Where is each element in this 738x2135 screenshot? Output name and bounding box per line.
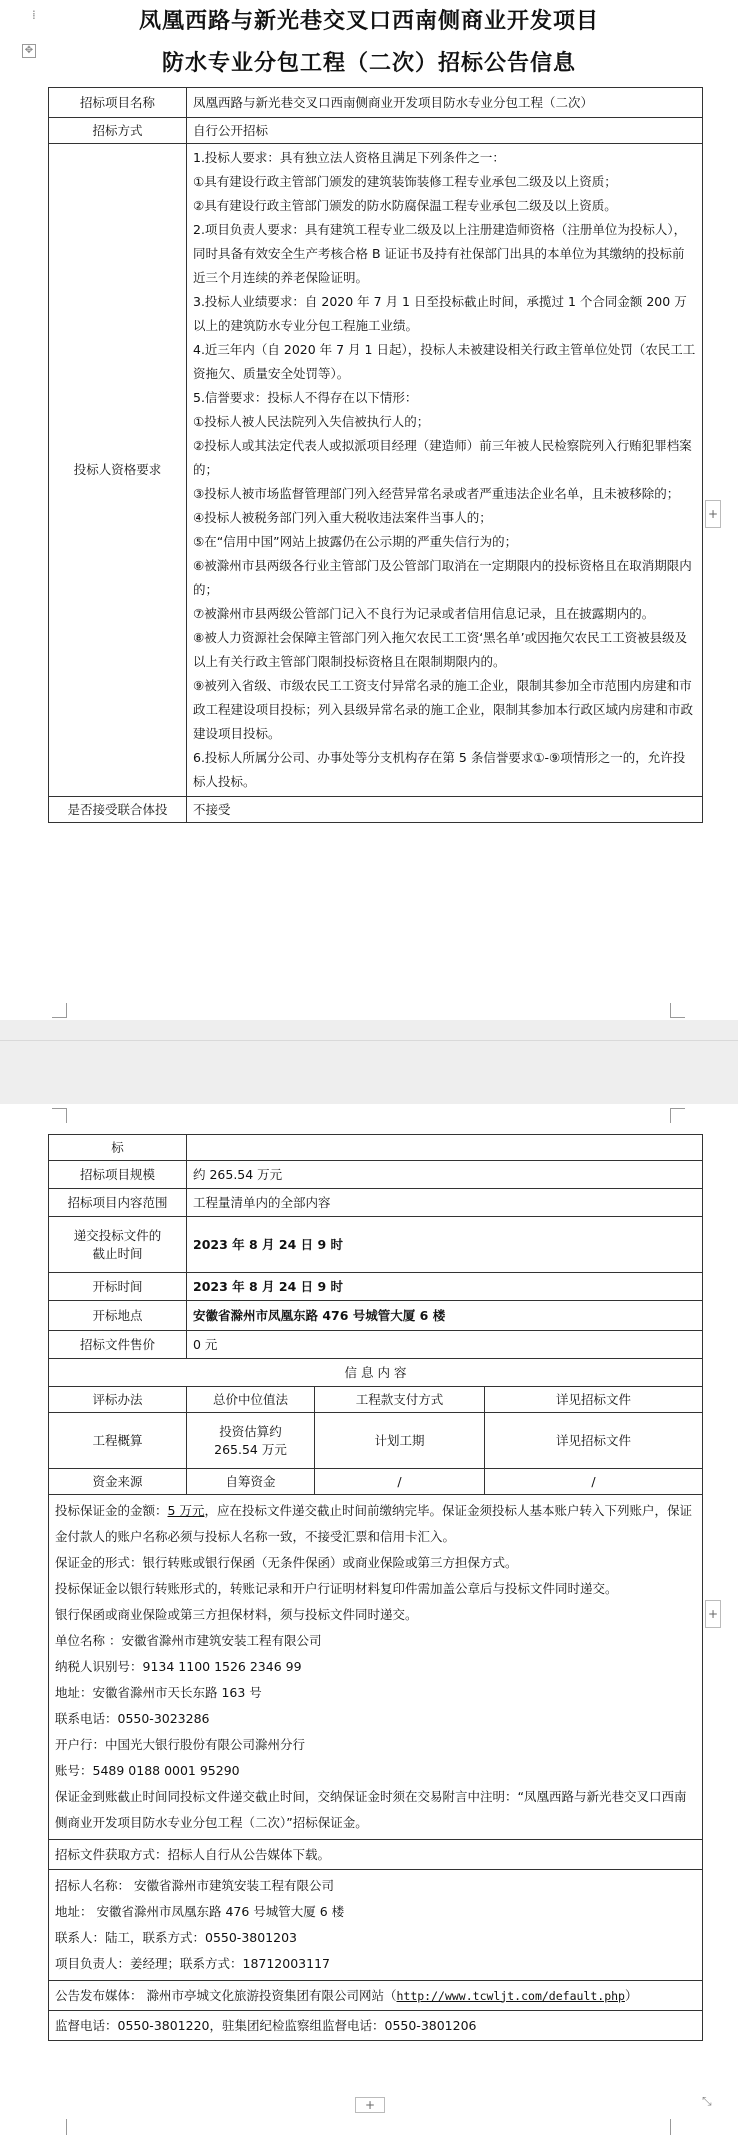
row-label: 开标时间 — [49, 1273, 187, 1301]
table-row — [49, 88, 703, 118]
deposit-label: 投标保证金的金额： — [55, 1503, 168, 1518]
table-row — [49, 144, 703, 797]
qualification-line: ⑧被人力资源社会保障主管部门列入拖欠农民工工资‘黑名单’或因拖欠农民工工资被县级及以上有关行政主管部门限制投标资格且在限制期限内的。 — [193, 630, 688, 669]
deposit-line: 地址：安徽省滁州市天长东路 163 号 — [55, 1685, 262, 1700]
drag-handle-icon[interactable]: ⁞ — [32, 8, 36, 22]
deposit-line: 开户行：中国光大银行股份有限公司滁州分行 — [55, 1737, 306, 1752]
qualification-line: 5.信誉要求：投标人不得存在以下情形： — [193, 390, 418, 405]
tenderer-line: 联系人：陆工，联系方式：0550-3801203 — [55, 1930, 297, 1945]
page-corner-mark — [52, 2119, 67, 2135]
qualification-line: 6.投标人所属分公司、办事处等分支机构存在第 5 条信誉要求①-⑨项情形之一的，允许投标人投标。 — [193, 750, 686, 789]
qualification-line: ②投标人或其法定代表人或拟派项目经理（建造师）前三年被人民检察院列入行贿犯罪档案的； — [193, 438, 692, 477]
tenderer-line: 招标人名称： 安徽省滁州市建筑安装工程有限公司 — [55, 1878, 334, 1893]
table-row — [49, 1981, 703, 2011]
tender-info-table-1 — [48, 87, 703, 823]
scale-value: 约 265.54 万元 — [187, 1161, 703, 1189]
publish-label: 公告发布媒体： 滁州市亭城文化旅游投资集团有限公司网站（ — [55, 1987, 397, 2003]
open-time-value: 2023 年 8 月 24 日 9 时 — [187, 1273, 703, 1301]
qualification-line: ③投标人被市场监督管理部门列入经营异常名录或者严重违法企业名单，且未被移除的； — [193, 486, 680, 501]
add-column-icon[interactable]: + — [705, 1600, 721, 1628]
row-label: 标 — [49, 1135, 187, 1161]
page-gap — [0, 1020, 738, 1104]
deposit-line: 保证金到账截止时间同投标文件递交截止时间，交纳保证金时须在交易附言中注明：“凤凰西路与新光巷交叉口西南侧商业开发项目防水专业分包工程（二次）”招标保证金。 — [55, 1789, 687, 1830]
page-corner-mark — [670, 2119, 685, 2135]
page-corner-mark — [52, 1108, 67, 1123]
add-row-icon[interactable]: + — [355, 2097, 385, 2113]
qualification-line: ①投标人被人民法院列入失信被执行人的； — [193, 414, 430, 429]
scope-value: 工程量清单内的全部内容 — [187, 1189, 703, 1217]
consortium-value: 不接受 — [187, 797, 703, 823]
row-label: 投标人资格要求 — [49, 144, 187, 797]
deposit-line: 纳税人识别号：9134 1100 1526 2346 99 — [55, 1659, 302, 1674]
publish-suffix: ） — [624, 1987, 638, 2003]
grid-cell — [187, 1413, 315, 1469]
qualification-line: 4.近三年内（自 2020 年 7 月 1 日起），投标人未被建设相关行政主管单位处罚（农民工工资拖欠、质量安全处罚等）。 — [193, 342, 696, 381]
supervise-phone: 监督电话：0550-3801220，驻集团纪检监察组监督电话：0550-3801206 — [49, 2011, 703, 2041]
grid-cell: 总价中位值法 — [187, 1387, 315, 1413]
deposit-line: 保证金的形式：银行转账或银行保函（无条件保函）或商业保险或第三方担保方式。 — [55, 1555, 518, 1570]
deposit-line: 投标保证金以银行转账形式的，转账记录和开户行证明材料复印件需加盖公章后与投标文件同时递交。 — [55, 1581, 618, 1596]
grid-cell: 工程概算 — [49, 1413, 187, 1469]
qualification-line: 3.投标人业绩要求：自 2020 年 7 月 1 日至投标截止时间，承揽过 1 个合同金额 200 万以上的建筑防水专业分包工程施工业绩。 — [193, 294, 687, 333]
info-header: 信 息 内 容 — [49, 1359, 703, 1387]
row-label — [49, 1217, 187, 1273]
grid-cell: 工程款支付方式 — [315, 1387, 485, 1413]
table-row — [49, 1495, 703, 1840]
deposit-line: 账号：5489 0188 0001 95290 — [55, 1763, 240, 1778]
qualification-line: 2.项目负责人要求：具有建筑工程专业二级及以上注册建造师资格（注册单位为投标人），同时具备有效安全生产考核合格 B 证证书及持有社保部门出具的本单位为其缴纳的投标前近三个月连续的养老保险证明。 — [193, 222, 687, 285]
price-value: 0 元 — [187, 1331, 703, 1359]
table-row — [49, 1870, 703, 1981]
table-row — [49, 1331, 703, 1359]
deadline-label-line: 截止时间 — [92, 1245, 143, 1261]
publish-link[interactable]: http://www.tcwljt.com/default.php — [396, 1988, 625, 2003]
row-label: 是否接受联合体投 — [49, 797, 187, 823]
qualification-line: ⑨被列入省级、市级农民工工资支付异常名录的施工企业，限制其参加全市范围内房建和市政工程建设项目投标；列入县级异常名录的施工企业，限制其参加本行政区域内房建和市政建设项目投标。 — [193, 678, 694, 741]
tender-method-value: 自行公开招标 — [187, 118, 703, 144]
grid-cell: 计划工期 — [315, 1413, 485, 1469]
qualification-line: ⑦被滁州市县两级公管部门记入不良行为记录或者信用信息记录，且在披露期内的。 — [193, 606, 655, 621]
grid-cell: 详见招标文件 — [485, 1413, 703, 1469]
table-row — [49, 797, 703, 823]
grid-cell: 详见招标文件 — [485, 1387, 703, 1413]
table-row — [49, 1359, 703, 1387]
qualification-line: ④投标人被税务部门列入重大税收违法案件当事人的； — [193, 510, 492, 525]
table-row — [49, 1413, 703, 1469]
grid-cell: / — [315, 1469, 485, 1495]
table-row — [49, 1387, 703, 1413]
tender-info-table-2 — [48, 1134, 703, 2041]
budget-line: 265.54 万元 — [214, 1441, 287, 1457]
deposit-amount: 5 万元 — [167, 1503, 205, 1518]
deposit-line: 联系电话：0550-3023286 — [55, 1711, 210, 1726]
grid-cell: 资金来源 — [49, 1469, 187, 1495]
table-row — [49, 1469, 703, 1495]
qualification-line: ②具有建设行政主管部门颁发的防水防腐保温工程专业承包二级及以上资质。 — [193, 198, 617, 213]
row-label: 招标文件售价 — [49, 1331, 187, 1359]
deadline-value: 2023 年 8 月 24 日 9 时 — [187, 1217, 703, 1273]
add-column-icon[interactable]: + — [705, 500, 721, 528]
title-line-1: 凤凰西路与新光巷交叉口西南侧商业开发项目 — [138, 8, 599, 34]
deposit-line: 银行保函或商业保险或第三方担保材料，须与投标文件同时递交。 — [55, 1607, 418, 1622]
page-corner-mark — [670, 1003, 685, 1018]
table-row — [49, 1273, 703, 1301]
table-row — [49, 1217, 703, 1273]
deadline-label-line: 递交投标文件的 — [73, 1227, 162, 1243]
acquire-info: 招标文件获取方式：招标人自行从公告媒体下载。 — [49, 1840, 703, 1870]
deposit-line: 单位名称 ：安徽省滁州市建筑安装工程有限公司 — [55, 1633, 322, 1648]
open-place-value: 安徽省滁州市凤凰东路 476 号城管大厦 6 楼 — [187, 1301, 703, 1331]
page-corner-mark — [670, 1108, 685, 1123]
table-row — [49, 1840, 703, 1870]
tenderer-block — [49, 1870, 703, 1981]
qualification-line: ①具有建设行政主管部门颁发的建筑装饰装修工程专业承包二级及以上资质； — [193, 174, 617, 189]
project-name-value: 凤凰西路与新光巷交叉口西南侧商业开发项目防水专业分包工程（二次） — [187, 88, 703, 118]
table-row — [49, 1301, 703, 1331]
page-corner-mark — [52, 1003, 67, 1018]
row-label: 招标项目名称 — [49, 88, 187, 118]
row-label: 招标项目规模 — [49, 1161, 187, 1189]
qualification-line: ⑤在“信用中国”网站上披露仍在公示期的严重失信行为的； — [193, 534, 518, 549]
publish-media — [49, 1981, 703, 2011]
qualification-list — [187, 144, 703, 797]
qualification-line: 1.投标人要求：具有独立法人资格且满足下列条件之一： — [193, 150, 505, 165]
budget-line: 投资估算约 — [219, 1423, 282, 1439]
grid-cell: 评标办法 — [49, 1387, 187, 1413]
table-row — [49, 118, 703, 144]
grid-cell: 自筹资金 — [187, 1469, 315, 1495]
table-move-icon[interactable]: ✥ — [22, 44, 36, 58]
tenderer-line: 地址： 安徽省滁州市凤凰东路 476 号城管大厦 6 楼 — [55, 1904, 345, 1919]
deposit-block — [49, 1495, 703, 1840]
table-row — [49, 2011, 703, 2041]
tenderer-line: 项目负责人：姜经理；联系方式：18712003117 — [55, 1956, 330, 1971]
resize-handle-icon[interactable]: ⤡ — [702, 2094, 712, 2108]
grid-cell: / — [485, 1469, 703, 1495]
table-row — [49, 1135, 703, 1161]
table-row — [49, 1189, 703, 1217]
qualification-line: ⑥被滁州市县两级各行业主管部门及公管部门取消在一定期限内的投标资格且在取消期限内的； — [193, 558, 692, 597]
deposit-text: ，应在投标文件递交截止时间前缴纳完毕。保证金须投标人基本账户转入下列账户，保证金付款人的账户名称必须与投标人名称一致，不接受汇票和信用卡汇入。 — [55, 1503, 692, 1544]
row-label: 招标方式 — [49, 118, 187, 144]
row-label: 招标项目内容范围 — [49, 1189, 187, 1217]
deposit-line — [55, 1498, 696, 1550]
row-label: 开标地点 — [49, 1301, 187, 1331]
table-row — [49, 1161, 703, 1189]
title-line-2: 防水专业分包工程（二次）招标公告信息 — [161, 50, 576, 76]
